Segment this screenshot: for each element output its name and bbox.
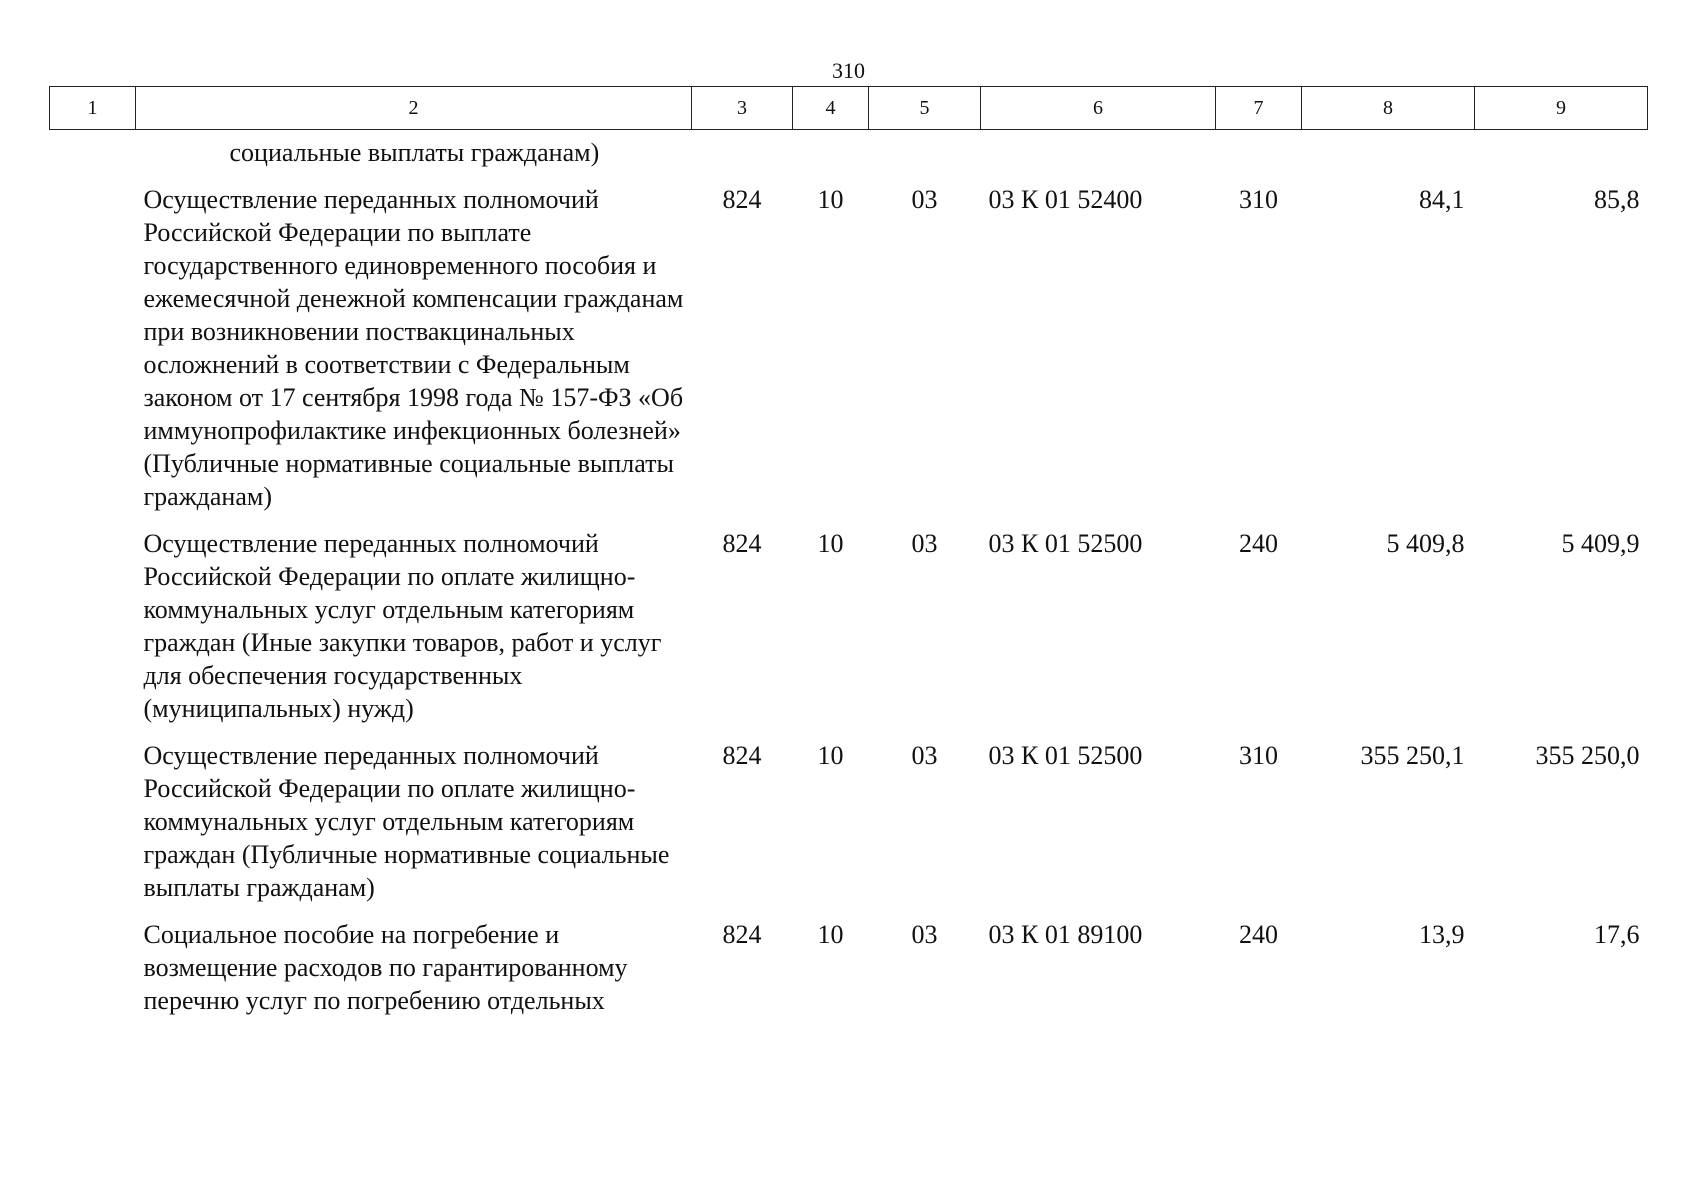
row-description-text: Осуществление переданных полномочий Российской Федерации по оплате жилищно-коммунальных услуг отдельным категориям граждан (Иные закупки товаров, работ и услуг для обеспечения государственных (муниципальных) нужд) (143, 529, 662, 723)
page-number: 310 (832, 58, 865, 83)
row-description (136, 183, 692, 527)
cell-col-8: 355 250,1 (1360, 741, 1465, 770)
cell-col-3: 824 (722, 185, 762, 214)
cell-col-1 (50, 918, 136, 1031)
cell-col-1 (50, 527, 136, 739)
header-col-6: 6 (981, 87, 1216, 130)
cell-col-9: 85,8 (1594, 185, 1640, 214)
cell-col-8: 5 409,8 (1386, 529, 1465, 558)
table-row (50, 527, 1648, 739)
cell-col-3: 824 (722, 920, 762, 949)
column-number-header (50, 87, 1648, 130)
header-col-2: 2 (136, 87, 692, 130)
table-row (50, 739, 1648, 918)
cell-col-5: 03 (911, 741, 938, 770)
cell-col-1 (50, 739, 136, 918)
cell-col-4: 10 (817, 741, 844, 770)
cell-col-6: 03 К 01 52500 (988, 529, 1143, 558)
cell-col-3: 824 (722, 741, 762, 770)
row-description (136, 527, 692, 739)
row-description (136, 739, 692, 918)
continuation-text: социальные выплаты гражданам) (229, 138, 600, 167)
cell-col-6: 03 К 01 52500 (988, 741, 1143, 770)
cell-col-9: 17,6 (1594, 920, 1640, 949)
cell-col-6: 03 К 01 89100 (988, 920, 1143, 949)
header-col-1: 1 (50, 87, 136, 130)
row-description-text: Осуществление переданных полномочий Российской Федерации по выплате государственного единовременного пособия и ежемесячной денежной компенсации гражданам при возникновении поствакцинальных осложнений в соответствии с Федеральным законом от 17 сентября 1998 года № 157-ФЗ «Об иммунопрофилактике инфекционных болезней» (Публичные нормативные социальные выплаты гражданам) (143, 185, 684, 511)
row-description (136, 918, 692, 1031)
cell-col-4: 10 (817, 529, 844, 558)
table-row (50, 918, 1648, 1031)
row-description-text: Осуществление переданных полномочий Российской Федерации по оплате жилищно-коммунальных услуг отдельным категориям граждан (Публичные нормативные социальные выплаты гражданам) (143, 741, 670, 902)
cell-col-9: 355 250,0 (1535, 741, 1640, 770)
header-col-3: 3 (692, 87, 793, 130)
cell-col-5: 03 (911, 185, 938, 214)
cell-col-5: 03 (911, 529, 938, 558)
header-col-9: 9 (1475, 87, 1648, 130)
continuation-row (50, 130, 1648, 184)
cell-col-7: 240 (1239, 920, 1278, 949)
header-col-5: 5 (869, 87, 981, 130)
cell-col-7: 240 (1239, 529, 1278, 558)
cell-col-7: 310 (1239, 185, 1278, 214)
header-col-7: 7 (1216, 87, 1302, 130)
cell-col-6: 03 К 01 52400 (988, 185, 1143, 214)
row-description-text: Социальное пособие на погребение и возмещение расходов по гарантированному перечню услуг по погребению отдельных (143, 920, 628, 1015)
cell-col-4: 10 (817, 185, 844, 214)
cell-col-8: 13,9 (1419, 920, 1465, 949)
cell-col-1 (50, 183, 136, 527)
cell-col-4: 10 (817, 920, 844, 949)
cell-col-9: 5 409,9 (1561, 529, 1640, 558)
cell-col-7: 310 (1239, 741, 1278, 770)
cell-col-1 (50, 130, 136, 184)
table-row (50, 183, 1648, 527)
cell-col-5: 03 (911, 920, 938, 949)
header-col-4: 4 (793, 87, 869, 130)
budget-table (49, 86, 1648, 1031)
cell-col-3: 824 (722, 529, 762, 558)
header-col-8: 8 (1302, 87, 1475, 130)
cell-col-8: 84,1 (1419, 185, 1465, 214)
